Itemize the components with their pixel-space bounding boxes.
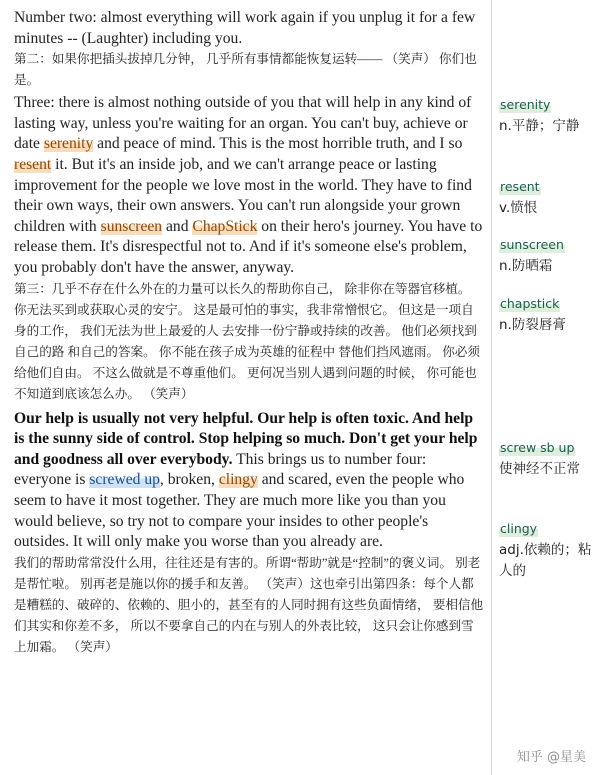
- vocab-chapstick: [499, 293, 595, 336]
- highlight-resent: resent: [14, 155, 52, 173]
- vocab-serenity: [499, 94, 595, 137]
- vocab-definition: 使神经不正常: [499, 461, 580, 477]
- watermark: 知乎 @星美: [516, 750, 586, 765]
- highlight-serenity: serenity: [43, 135, 94, 153]
- vocab-term: sunscreen: [500, 237, 564, 252]
- vocab-definition: adj.依赖的；粘人的: [499, 542, 592, 579]
- vocab-definition: n.防裂唇膏: [499, 317, 566, 333]
- vocab-term: serenity: [500, 97, 551, 112]
- vocab-term: chapstick: [500, 296, 560, 311]
- highlight-chapstick: ChapStick: [192, 217, 258, 235]
- vocab-term: screw sb up: [500, 440, 575, 455]
- vocab-screw-sb-up: [499, 437, 595, 480]
- vocab-definition: v.愤恨: [499, 200, 538, 216]
- vocab-clingy: [499, 518, 595, 582]
- highlight-sunscreen: sunscreen: [100, 217, 163, 235]
- paragraph-four-chinese: 我们的帮助常常没什么用，往往还是有害的。所谓“帮助”就是“控制”的褒义词。 别老是帮忙啦。 别再老是施以你的援手和友善。 （笑声）这也牵引出第四条：每个人都是糟糕的、破碎的、依赖的、胆小的，甚至有的人同时拥有这些负面情绪， 要相信他们其实和你差不多， 所以不要拿自己的内在与别人的外表比较， 这只会让你感到雪上加霜。 （笑声）: [14, 555, 484, 654]
- text-segment: and peace of mind. This is the most horrible truth, and I so: [93, 135, 463, 153]
- vocab-definition: n.平静；宁静: [499, 118, 580, 134]
- vocab-definition: n.防晒霜: [499, 258, 553, 274]
- paragraph-two-english: Number two: almost everything will work again if you unplug it for a few minutes -- (Laughter) including you.: [14, 9, 476, 47]
- text-segment: , broken,: [159, 471, 219, 489]
- column-divider: [491, 0, 492, 775]
- text-segment: on their hero's journey. You have to release them. It's disrespectful not to. And if it's someone else's problem, you probably don't have the answer, anyway.: [14, 217, 483, 276]
- vocab-resent: [499, 176, 595, 219]
- text-segment: and scared, even the people who seem to have it most together. They are much more like you than you would believe, so try not to compare your insides to other people's outsides. It will only make you worse than you already are.: [14, 471, 465, 551]
- vocab-sunscreen: [499, 234, 595, 277]
- highlight-screwed-up: screwed up: [89, 471, 160, 489]
- paragraph-four-english: [14, 409, 484, 553]
- highlight-clingy: clingy: [218, 471, 258, 489]
- vocab-term: resent: [500, 179, 540, 194]
- transcript-body: [14, 8, 484, 658]
- paragraph-three-chinese: 第三：几乎不存在什么外在的力量可以长久的帮助你自己， 除非你在等器官移植。 你无法买到或获取心灵的安宁。 这是最可怕的事实，我非常憎恨它。 但这是一项自身的工作， 我们无法为世上最爱的人 去安排一份宁静或持续的改善。 他们必须找到自己的路 和自己的答案。 你不能在孩子成为英雄的征程中 替他们挡风遮雨。 你必须给他们自由。 不这么做就是不尊重他们。 更何况当别人遇到问题的时候， 你可能也不知道到底该怎么办。 （笑声）: [14, 281, 480, 401]
- text-segment: This brings us to number four: everyone is: [14, 450, 427, 489]
- text-segment: Three: there is almost nothing outside of you that will help in any kind of lasting way, unless you're waiting for an organ. You can't buy, achieve or date: [14, 94, 472, 153]
- paragraph-three-english: [14, 93, 484, 278]
- text-segment: it. But it's an inside job, and we can't arrange peace or lasting improvement for the people we love most in the world. They have to find their own ways, their own answers. You can't run alongside your grown children with: [14, 155, 472, 235]
- bold-text-segment: Our help is usually not very helpful. Our help is often toxic. And help is the sunny side of control. Stop helping so much. Don't get your help and goodness all over everybody.: [14, 409, 478, 468]
- text-segment: and: [162, 217, 193, 235]
- vocab-term: clingy: [500, 521, 538, 536]
- paragraph-two-chinese: 第二：如果你把插头拔掉几分钟， 几乎所有事情都能恢复运转—— （笑声） 你们也是。: [14, 52, 477, 88]
